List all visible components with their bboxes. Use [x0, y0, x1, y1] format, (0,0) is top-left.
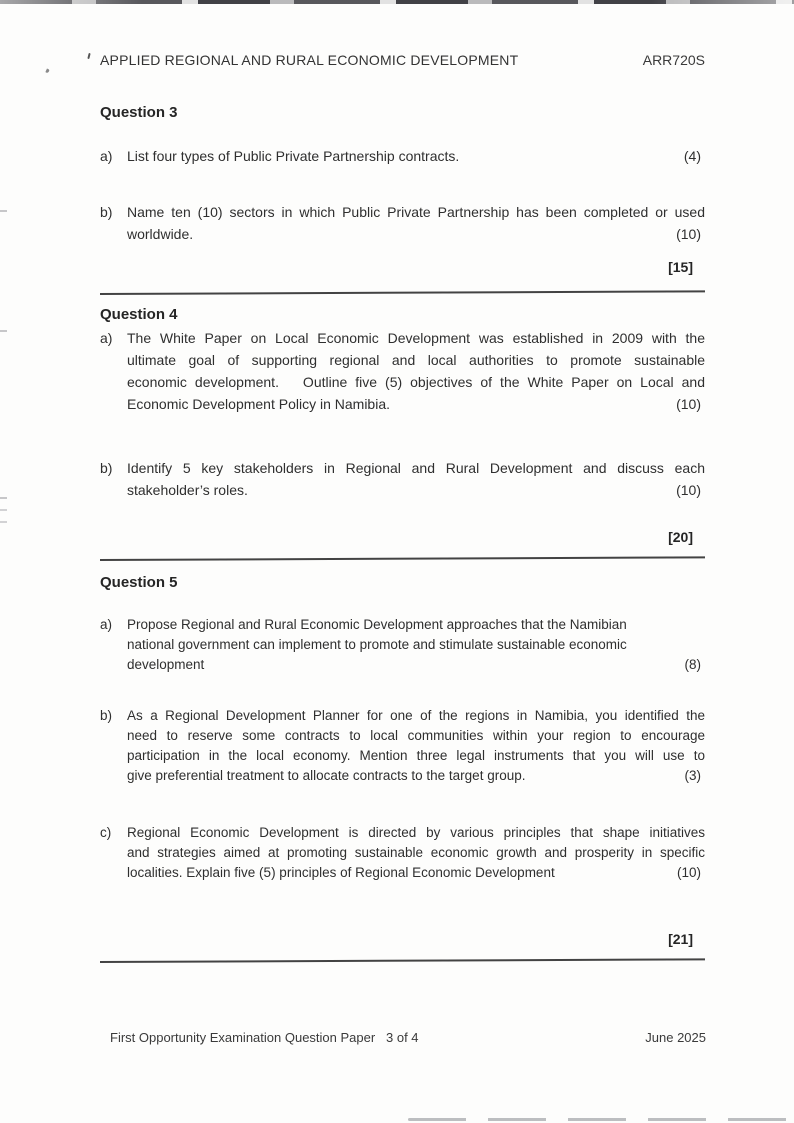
question-part [100, 145, 705, 167]
question-part [100, 706, 705, 786]
scan-speck [0, 210, 7, 212]
marks-allocation: (10) [676, 482, 701, 498]
scan-speck [0, 330, 7, 332]
footer-date: June 2025 [645, 1030, 706, 1045]
footer-page-number: 3 of 4 [386, 1030, 419, 1045]
question-total-marks: [15] [668, 259, 693, 275]
part-line: ultimate goal of supporting regional and local authorities to promote sustainable [127, 352, 705, 368]
question-4 [100, 305, 705, 561]
part-line: Propose Regional and Rural Economic Development approaches that the Namibian [127, 617, 627, 632]
question-5 [100, 573, 705, 963]
part-label: b) [100, 460, 113, 476]
part-label: a) [100, 617, 113, 632]
part-body [127, 457, 705, 501]
question-part [100, 457, 705, 501]
question-3 [100, 103, 705, 295]
part-line: need to reserve some contracts to local communities within your region to encourage [127, 728, 705, 743]
part-line-text: stakeholder’s roles. [127, 482, 248, 498]
document-header [100, 52, 705, 68]
part-line [127, 393, 705, 415]
part-line-text: List four types of Public Private Partnership contracts. [127, 148, 460, 164]
part-line [127, 145, 705, 167]
question-part [100, 823, 705, 883]
marks-allocation: (10) [676, 396, 701, 412]
question-part [100, 327, 705, 415]
part-line: participation in the local economy. Mention three legal instruments that you will use to [127, 748, 705, 763]
marks-allocation: (3) [684, 768, 701, 783]
footer-paper-type: First Opportunity Examination Question Paper [110, 1030, 376, 1045]
part-label: a) [100, 148, 113, 164]
part-line: Regional Economic Development is directed by various principles that shape initiatives [127, 825, 705, 840]
scan-speck [0, 497, 7, 499]
question-title: Question 3 [100, 104, 178, 121]
part-line: national government can implement to promote and stimulate sustainable economic [127, 637, 627, 652]
part-line-text: give preferential treatment to allocate contracts to the target group. [127, 768, 526, 783]
part-line [127, 655, 705, 675]
part-line [127, 766, 705, 786]
part-body [127, 706, 705, 786]
section-divider [100, 290, 705, 295]
part-line: economic development. Outline five (5) objectives of the White Paper on Local and [127, 374, 705, 390]
part-line [127, 223, 705, 245]
part-line-text: Economic Development Policy in Namibia. [127, 396, 390, 412]
document-footer [0, 1030, 794, 1050]
questions-container [100, 103, 705, 963]
question-total-marks: [21] [668, 931, 693, 947]
question-total-marks: [20] [668, 529, 693, 545]
part-line: and strategies aimed at promoting sustainable economic growth and prosperity in specific [127, 845, 705, 860]
part-body [127, 145, 705, 167]
part-line-text: worldwide. [127, 226, 194, 242]
part-body [127, 823, 705, 883]
section-divider [100, 556, 705, 561]
marks-allocation: (10) [676, 865, 701, 880]
part-label: b) [100, 708, 113, 723]
part-label: b) [100, 204, 113, 220]
part-line-text: localities. Explain five (5) principles of Regional Economic Development [127, 865, 555, 880]
question-title: Question 4 [100, 306, 178, 323]
course-title: APPLIED REGIONAL AND RURAL ECONOMIC DEVELOPMENT [100, 52, 519, 68]
marks-allocation: (10) [676, 226, 701, 242]
part-body [127, 615, 705, 675]
question-part [100, 201, 705, 245]
part-line: Name ten (10) sectors in which Public Private Partnership has been completed or used [127, 204, 705, 220]
part-label: a) [100, 330, 113, 346]
marks-allocation: (8) [684, 657, 701, 672]
marks-allocation: (4) [683, 148, 701, 164]
scan-artifact-bottom-edge [408, 1118, 790, 1121]
question-part [100, 615, 705, 675]
part-label: c) [100, 825, 112, 840]
part-line-text: development [127, 657, 205, 672]
part-line: The White Paper on Local Economic Development was established in 2009 with the [127, 330, 705, 346]
part-line: As a Regional Development Planner for one of the regions in Namibia, you identified the [127, 708, 705, 723]
section-divider [100, 958, 705, 963]
scan-artifact-top-edge [0, 0, 794, 4]
part-body [127, 201, 705, 245]
question-title: Question 5 [100, 574, 178, 591]
part-line [127, 863, 705, 883]
part-line: Identify 5 key stakeholders in Regional and Rural Development and discuss each [127, 460, 705, 476]
part-body [127, 327, 705, 415]
part-line [127, 479, 705, 501]
course-code: ARR720S [642, 52, 705, 68]
